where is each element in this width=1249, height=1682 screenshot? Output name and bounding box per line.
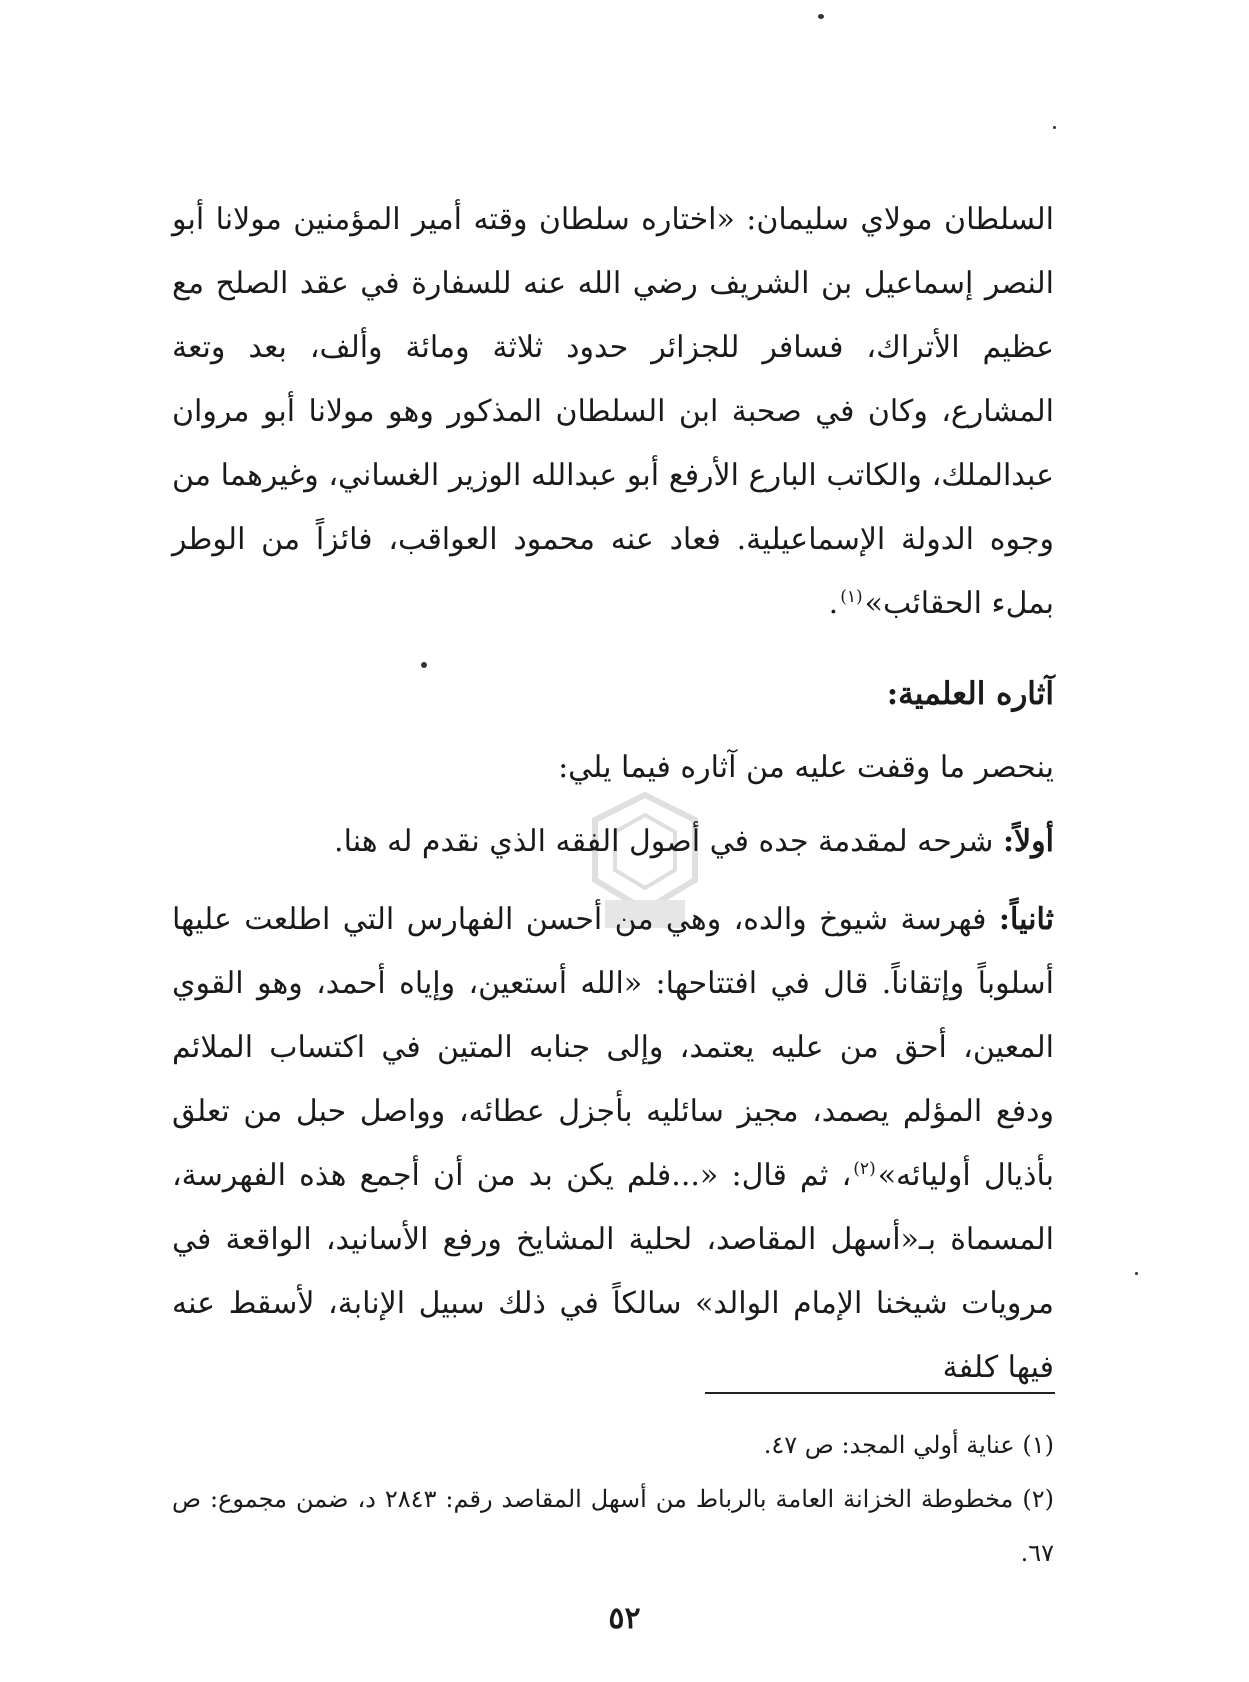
intro-text: ينحصر ما وقفت عليه من آثاره فيما يلي: — [558, 750, 1054, 785]
list-item — [172, 888, 1054, 1400]
footnote-divider — [705, 1392, 1055, 1394]
paragraph — [172, 188, 1054, 636]
footnote: (١) عناية أولي المجد: ص ٤٧. — [763, 1431, 1054, 1459]
scan-speck — [1135, 1272, 1138, 1275]
section-heading: آثاره العلمية: — [886, 676, 1054, 712]
footnotes — [172, 1418, 1054, 1580]
footnote: (٢) مخطوطة الخزانة العامة بالرباط من أسهل المقاصد رقم: ٢٨٤٣ د، ضمن مجموع: ص ٦٧. — [172, 1485, 1055, 1567]
page-number: ٥٢ — [608, 1601, 641, 1636]
footnote-reference: (٢) — [853, 1159, 876, 1179]
main-text — [172, 188, 1054, 1400]
paragraph-end: . — [828, 586, 839, 621]
item-lead: أولاً: — [1002, 824, 1054, 859]
item-text: شرحه لمقدمة جده في أصول الفقه الذي نقدم له هنا. — [334, 824, 1003, 859]
footnote-reference: (١) — [840, 587, 863, 607]
scan-speck — [1053, 126, 1056, 129]
item-lead: ثانياً: — [998, 902, 1054, 937]
list-item — [172, 810, 1054, 874]
paragraph-text: السلطان مولاي سليمان: «اختاره سلطان وقته أمير المؤمنين مولانا أبو النصر إسماعيل بن الشريف رضي الله عنه للسفارة في عقد الصلح مع عظيم الأتراك، فسافر للجزائر حدود ثلاثة ومائة وألف، بعد وتعة المشارع، وكان في صحبة ابن السلطان المذكور وهو مولانا أبو مروان عبدالملك، والكاتب البارع الأرفع أبو عبدالله الوزير الغساني، وغيرهما من وجوه الدولة الإسماعيلية. فعاد عنه محمود العواقب، فائزاً من الوطر بملء الحقائب» — [172, 202, 1054, 621]
item-text-continued: ، ثم قال: «...فلم يكن بد من أن أجمع هذه الفهرسة، المسماة بـ«أسهل المقاصد، لحلية المشايخ ورفع الأسانيد، الواقعة في مرويات شيخنا الإمام الوالد» سالكاً في ذلك سبيل الإنابة، لأسقط عنه فيها كلفة — [172, 1158, 1054, 1385]
item-text: فهرسة شيوخ والده، وهي من أحسن الفهارس التي اطلعت عليها أسلوباً وإتقاناً. قال في افتتاحها: «الله أستعين، وإياه أحمد، وهو القوي المعين، أحق من عليه يعتمد، وإلى جنابه المتين في اكتساب الملائم ودفع المؤلم يصمد، مجيز سائليه بأجزل عطائه، وواصل حبل من تعلق بأذيال أوليائه» — [172, 902, 1054, 1193]
scan-speck — [818, 14, 824, 19]
